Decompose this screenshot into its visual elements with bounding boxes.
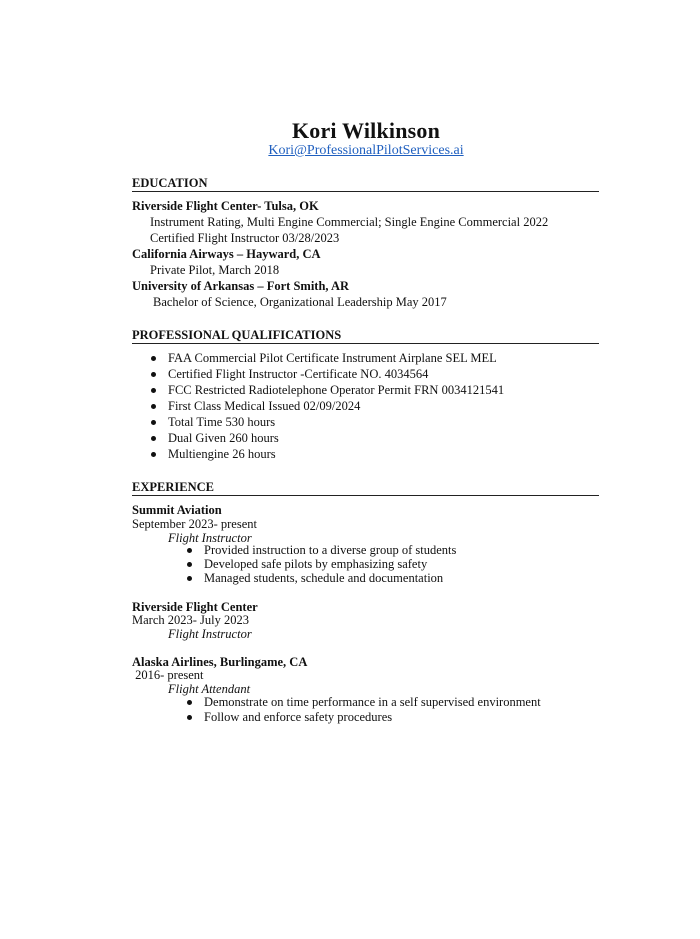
qualification-text: First Class Medical Issued 02/09/2024 xyxy=(168,399,361,413)
bullet-icon xyxy=(151,452,156,457)
bullet-icon xyxy=(151,388,156,393)
job-bullet-text: Demonstrate on time performance in a self supervised environment xyxy=(204,695,541,709)
bullet-icon xyxy=(151,404,156,409)
qualification-text: Dual Given 260 hours xyxy=(168,431,279,445)
bullet-icon xyxy=(151,420,156,425)
job-dates: 2016- present xyxy=(132,668,204,682)
qualification-text: FCC Restricted Radiotelephone Operator Permit FRN 0034121541 xyxy=(168,383,505,397)
job-title: Flight Attendant xyxy=(168,682,251,696)
education-detail: Instrument Rating, Multi Engine Commercial; Single Engine Commercial 2022 xyxy=(150,215,549,229)
candidate-name: Kori Wilkinson xyxy=(291,118,441,143)
qualification-text: Certified Flight Instructor -Certificate NO. 4034564 xyxy=(168,367,429,381)
job-bullet-text: Follow and enforce safety procedures xyxy=(204,710,393,724)
list-item xyxy=(204,543,456,557)
bullet-icon xyxy=(187,700,192,705)
qualification-text: FAA Commercial Pilot Certificate Instrument Airplane SEL MEL xyxy=(168,351,497,365)
qualifications-heading: PROFESSIONAL QUALIFICATIONS xyxy=(132,328,599,344)
list-item xyxy=(204,557,456,571)
education-school: California Airways – Hayward, CA xyxy=(132,247,321,261)
job-title: Flight Instructor xyxy=(168,531,252,545)
qualification-text: Multiengine 26 hours xyxy=(168,447,276,461)
experience-heading: EXPERIENCE xyxy=(132,480,599,496)
list-item xyxy=(204,571,456,585)
education-detail: Private Pilot, March 2018 xyxy=(150,263,280,277)
job-title: Flight Instructor xyxy=(168,627,252,641)
bullet-icon xyxy=(187,715,192,720)
job-dates: March 2023- July 2023 xyxy=(132,613,249,627)
email-link[interactable]: Kori@ProfessionalPilotServices.ai xyxy=(268,143,464,158)
education-detail: Bachelor of Science, Organizational Leadership May 2017 xyxy=(153,295,447,309)
list-item xyxy=(168,398,504,414)
list-item xyxy=(204,695,541,710)
job-company: Summit Aviation xyxy=(132,503,222,517)
list-item xyxy=(168,382,504,398)
education-detail: Certified Flight Instructor 03/28/2023 xyxy=(150,231,340,245)
list-item xyxy=(168,446,504,462)
list-item xyxy=(168,366,504,382)
job-bullet-text: Provided instruction to a diverse group of students xyxy=(204,543,457,557)
qualification-text: Total Time 530 hours xyxy=(168,415,276,429)
bullet-icon xyxy=(187,548,192,553)
list-item xyxy=(168,430,504,446)
education-heading: EDUCATION xyxy=(132,176,599,192)
bullet-icon xyxy=(151,436,156,441)
bullet-icon xyxy=(187,562,192,567)
list-item xyxy=(168,350,504,366)
bullet-icon xyxy=(151,356,156,361)
list-item xyxy=(168,414,504,430)
job-dates: September 2023- present xyxy=(132,517,257,531)
qualifications-list xyxy=(168,350,504,462)
job-bullets xyxy=(204,543,456,585)
job-bullet-text: Developed safe pilots by emphasizing safety xyxy=(204,557,428,571)
job-company: Alaska Airlines, Burlingame, CA xyxy=(132,655,308,669)
job-company: Riverside Flight Center xyxy=(132,600,258,614)
list-item xyxy=(204,710,541,725)
bullet-icon xyxy=(187,576,192,581)
education-school: Riverside Flight Center- Tulsa, OK xyxy=(132,199,319,213)
job-bullets xyxy=(204,695,541,725)
job-bullet-text: Managed students, schedule and documentation xyxy=(204,571,444,585)
bullet-icon xyxy=(151,372,156,377)
education-school: University of Arkansas – Fort Smith, AR xyxy=(132,279,350,293)
